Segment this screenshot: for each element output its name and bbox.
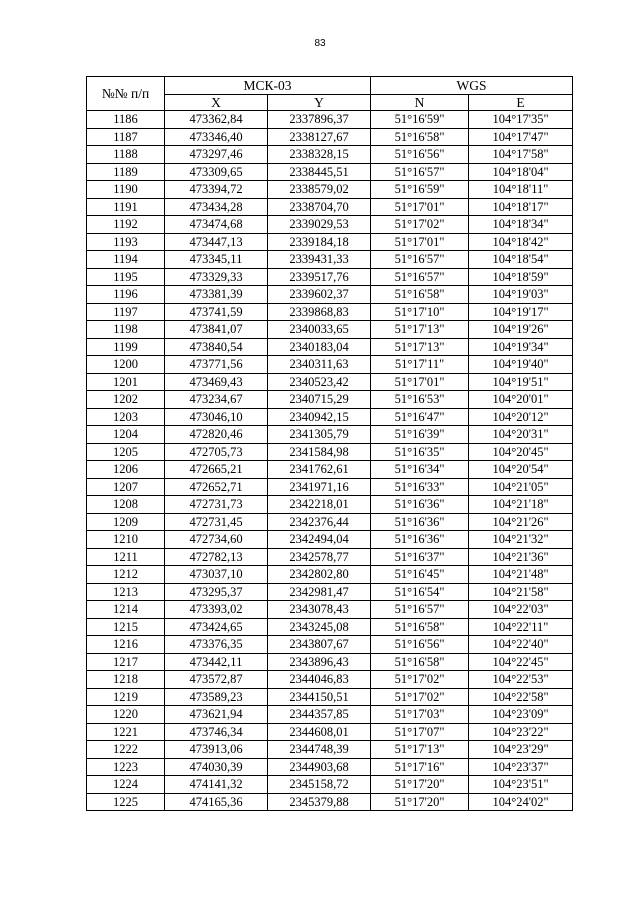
header-n: N bbox=[371, 95, 469, 111]
cell-y: 2339602,37 bbox=[268, 286, 371, 304]
cell-e: 104°18'42" bbox=[469, 233, 573, 251]
cell-y: 2338328,15 bbox=[268, 146, 371, 164]
table-row bbox=[87, 408, 573, 426]
cell-y: 2343245,08 bbox=[268, 618, 371, 636]
table-row bbox=[87, 548, 573, 566]
cell-y: 2342981,47 bbox=[268, 583, 371, 601]
cell-e: 104°19'51" bbox=[469, 373, 573, 391]
table-row bbox=[87, 618, 573, 636]
cell-x: 473234,67 bbox=[165, 391, 268, 409]
cell-y: 2342218,01 bbox=[268, 496, 371, 514]
cell-n: 51°16'56" bbox=[371, 636, 469, 654]
cell-e: 104°21'18" bbox=[469, 496, 573, 514]
cell-number: 1218 bbox=[87, 671, 165, 689]
cell-e: 104°23'51" bbox=[469, 776, 573, 794]
cell-x: 472782,13 bbox=[165, 548, 268, 566]
cell-e: 104°19'17" bbox=[469, 303, 573, 321]
cell-n: 51°16'34" bbox=[371, 461, 469, 479]
cell-number: 1223 bbox=[87, 758, 165, 776]
cell-number: 1207 bbox=[87, 478, 165, 496]
cell-y: 2342376,44 bbox=[268, 513, 371, 531]
cell-y: 2341762,61 bbox=[268, 461, 371, 479]
cell-e: 104°17'47" bbox=[469, 128, 573, 146]
table-row bbox=[87, 111, 573, 129]
cell-number: 1196 bbox=[87, 286, 165, 304]
cell-number: 1203 bbox=[87, 408, 165, 426]
cell-e: 104°23'37" bbox=[469, 758, 573, 776]
cell-e: 104°20'31" bbox=[469, 426, 573, 444]
cell-n: 51°16'58" bbox=[371, 653, 469, 671]
cell-n: 51°16'36" bbox=[371, 531, 469, 549]
cell-x: 473362,84 bbox=[165, 111, 268, 129]
cell-number: 1192 bbox=[87, 216, 165, 234]
cell-y: 2340033,65 bbox=[268, 321, 371, 339]
cell-y: 2338445,51 bbox=[268, 163, 371, 181]
cell-n: 51°17'02" bbox=[371, 671, 469, 689]
cell-y: 2339029,53 bbox=[268, 216, 371, 234]
cell-y: 2337896,37 bbox=[268, 111, 371, 129]
cell-y: 2341584,98 bbox=[268, 443, 371, 461]
cell-x: 473572,87 bbox=[165, 671, 268, 689]
cell-e: 104°22'53" bbox=[469, 671, 573, 689]
cell-n: 51°17'20" bbox=[371, 776, 469, 794]
cell-number: 1211 bbox=[87, 548, 165, 566]
cell-y: 2344748,39 bbox=[268, 741, 371, 759]
cell-e: 104°18'54" bbox=[469, 251, 573, 269]
table-row bbox=[87, 531, 573, 549]
cell-x: 473393,02 bbox=[165, 601, 268, 619]
cell-x: 473771,56 bbox=[165, 356, 268, 374]
cell-x: 474141,32 bbox=[165, 776, 268, 794]
cell-number: 1189 bbox=[87, 163, 165, 181]
cell-number: 1216 bbox=[87, 636, 165, 654]
cell-number: 1225 bbox=[87, 793, 165, 811]
cell-y: 2343896,43 bbox=[268, 653, 371, 671]
table-row bbox=[87, 391, 573, 409]
cell-x: 473381,39 bbox=[165, 286, 268, 304]
cell-e: 104°21'58" bbox=[469, 583, 573, 601]
cell-n: 51°17'02" bbox=[371, 688, 469, 706]
cell-e: 104°23'29" bbox=[469, 741, 573, 759]
cell-number: 1190 bbox=[87, 181, 165, 199]
table-row bbox=[87, 181, 573, 199]
cell-e: 104°20'01" bbox=[469, 391, 573, 409]
cell-y: 2345158,72 bbox=[268, 776, 371, 794]
table-row bbox=[87, 338, 573, 356]
cell-n: 51°17'13" bbox=[371, 741, 469, 759]
header-e: E bbox=[469, 95, 573, 111]
cell-y: 2340523,42 bbox=[268, 373, 371, 391]
cell-number: 1191 bbox=[87, 198, 165, 216]
table-row bbox=[87, 146, 573, 164]
cell-n: 51°16'58" bbox=[371, 618, 469, 636]
cell-e: 104°20'45" bbox=[469, 443, 573, 461]
table-row bbox=[87, 251, 573, 269]
cell-n: 51°16'47" bbox=[371, 408, 469, 426]
cell-y: 2342494,04 bbox=[268, 531, 371, 549]
cell-e: 104°23'22" bbox=[469, 723, 573, 741]
cell-e: 104°18'59" bbox=[469, 268, 573, 286]
table-row bbox=[87, 758, 573, 776]
cell-e: 104°20'12" bbox=[469, 408, 573, 426]
cell-y: 2344046,83 bbox=[268, 671, 371, 689]
cell-y: 2343807,67 bbox=[268, 636, 371, 654]
table-row bbox=[87, 373, 573, 391]
table-row bbox=[87, 653, 573, 671]
header-y: Y bbox=[268, 95, 371, 111]
cell-n: 51°17'13" bbox=[371, 321, 469, 339]
cell-x: 473469,43 bbox=[165, 373, 268, 391]
cell-number: 1213 bbox=[87, 583, 165, 601]
cell-n: 51°16'57" bbox=[371, 601, 469, 619]
cell-y: 2341305,79 bbox=[268, 426, 371, 444]
cell-n: 51°17'13" bbox=[371, 338, 469, 356]
table-header bbox=[87, 77, 573, 111]
cell-number: 1195 bbox=[87, 268, 165, 286]
cell-number: 1219 bbox=[87, 688, 165, 706]
table-row bbox=[87, 793, 573, 811]
header-msk03: МСК-03 bbox=[165, 77, 371, 95]
cell-n: 51°17'01" bbox=[371, 373, 469, 391]
table-row bbox=[87, 478, 573, 496]
cell-x: 472652,71 bbox=[165, 478, 268, 496]
cell-y: 2342578,77 bbox=[268, 548, 371, 566]
table-row bbox=[87, 566, 573, 584]
cell-y: 2340942,15 bbox=[268, 408, 371, 426]
cell-x: 473037,10 bbox=[165, 566, 268, 584]
cell-number: 1217 bbox=[87, 653, 165, 671]
cell-number: 1188 bbox=[87, 146, 165, 164]
cell-y: 2338704,70 bbox=[268, 198, 371, 216]
cell-n: 51°16'59" bbox=[371, 181, 469, 199]
cell-number: 1208 bbox=[87, 496, 165, 514]
cell-number: 1221 bbox=[87, 723, 165, 741]
cell-number: 1186 bbox=[87, 111, 165, 129]
cell-n: 51°16'45" bbox=[371, 566, 469, 584]
table-row bbox=[87, 216, 573, 234]
cell-x: 473346,40 bbox=[165, 128, 268, 146]
cell-n: 51°16'35" bbox=[371, 443, 469, 461]
cell-e: 104°21'26" bbox=[469, 513, 573, 531]
cell-n: 51°16'59" bbox=[371, 111, 469, 129]
table-row bbox=[87, 163, 573, 181]
cell-y: 2344608,01 bbox=[268, 723, 371, 741]
cell-n: 51°16'57" bbox=[371, 251, 469, 269]
cell-x: 473329,33 bbox=[165, 268, 268, 286]
cell-e: 104°18'04" bbox=[469, 163, 573, 181]
cell-n: 51°16'58" bbox=[371, 286, 469, 304]
cell-x: 473424,65 bbox=[165, 618, 268, 636]
cell-number: 1193 bbox=[87, 233, 165, 251]
cell-y: 2340311,63 bbox=[268, 356, 371, 374]
cell-n: 51°16'57" bbox=[371, 268, 469, 286]
cell-e: 104°20'54" bbox=[469, 461, 573, 479]
cell-x: 473434,28 bbox=[165, 198, 268, 216]
cell-e: 104°24'02" bbox=[469, 793, 573, 811]
cell-number: 1199 bbox=[87, 338, 165, 356]
cell-number: 1197 bbox=[87, 303, 165, 321]
table-row bbox=[87, 198, 573, 216]
cell-y: 2339517,76 bbox=[268, 268, 371, 286]
cell-x: 473841,07 bbox=[165, 321, 268, 339]
cell-x: 473447,13 bbox=[165, 233, 268, 251]
cell-e: 104°19'03" bbox=[469, 286, 573, 304]
cell-n: 51°17'20" bbox=[371, 793, 469, 811]
cell-y: 2342802,80 bbox=[268, 566, 371, 584]
cell-number: 1210 bbox=[87, 531, 165, 549]
cell-e: 104°21'32" bbox=[469, 531, 573, 549]
cell-number: 1209 bbox=[87, 513, 165, 531]
cell-n: 51°16'58" bbox=[371, 128, 469, 146]
cell-y: 2344903,68 bbox=[268, 758, 371, 776]
table-row bbox=[87, 233, 573, 251]
table-row bbox=[87, 303, 573, 321]
table-row bbox=[87, 128, 573, 146]
cell-e: 104°21'36" bbox=[469, 548, 573, 566]
table-row bbox=[87, 513, 573, 531]
cell-x: 473376,35 bbox=[165, 636, 268, 654]
cell-x: 473046,10 bbox=[165, 408, 268, 426]
cell-e: 104°17'58" bbox=[469, 146, 573, 164]
cell-n: 51°17'01" bbox=[371, 233, 469, 251]
cell-n: 51°17'07" bbox=[371, 723, 469, 741]
cell-x: 473297,46 bbox=[165, 146, 268, 164]
cell-n: 51°17'03" bbox=[371, 706, 469, 724]
cell-number: 1194 bbox=[87, 251, 165, 269]
cell-x: 473394,72 bbox=[165, 181, 268, 199]
coordinates-table bbox=[86, 76, 573, 811]
table-row bbox=[87, 723, 573, 741]
table-row bbox=[87, 776, 573, 794]
table-row bbox=[87, 426, 573, 444]
cell-e: 104°19'34" bbox=[469, 338, 573, 356]
cell-y: 2344150,51 bbox=[268, 688, 371, 706]
cell-y: 2345379,88 bbox=[268, 793, 371, 811]
cell-e: 104°22'45" bbox=[469, 653, 573, 671]
cell-number: 1187 bbox=[87, 128, 165, 146]
cell-y: 2339431,33 bbox=[268, 251, 371, 269]
cell-n: 51°16'54" bbox=[371, 583, 469, 601]
cell-number: 1220 bbox=[87, 706, 165, 724]
header-wgs: WGS bbox=[371, 77, 573, 95]
cell-number: 1222 bbox=[87, 741, 165, 759]
table-row bbox=[87, 688, 573, 706]
cell-x: 473295,37 bbox=[165, 583, 268, 601]
cell-n: 51°17'02" bbox=[371, 216, 469, 234]
cell-n: 51°16'37" bbox=[371, 548, 469, 566]
table-row bbox=[87, 583, 573, 601]
table-row bbox=[87, 601, 573, 619]
cell-y: 2339868,83 bbox=[268, 303, 371, 321]
cell-n: 51°17'16" bbox=[371, 758, 469, 776]
table-row bbox=[87, 741, 573, 759]
cell-e: 104°22'11" bbox=[469, 618, 573, 636]
cell-e: 104°22'40" bbox=[469, 636, 573, 654]
cell-number: 1201 bbox=[87, 373, 165, 391]
cell-x: 472665,21 bbox=[165, 461, 268, 479]
cell-x: 473345,11 bbox=[165, 251, 268, 269]
cell-n: 51°16'33" bbox=[371, 478, 469, 496]
cell-x: 474165,36 bbox=[165, 793, 268, 811]
table-row bbox=[87, 321, 573, 339]
cell-x: 473840,54 bbox=[165, 338, 268, 356]
cell-y: 2340183,04 bbox=[268, 338, 371, 356]
table-row bbox=[87, 671, 573, 689]
cell-number: 1212 bbox=[87, 566, 165, 584]
table-row bbox=[87, 636, 573, 654]
table-row bbox=[87, 496, 573, 514]
cell-x: 473589,23 bbox=[165, 688, 268, 706]
cell-e: 104°18'17" bbox=[469, 198, 573, 216]
page-number: 83 bbox=[314, 38, 326, 49]
cell-number: 1224 bbox=[87, 776, 165, 794]
table-row bbox=[87, 286, 573, 304]
cell-n: 51°16'57" bbox=[371, 163, 469, 181]
cell-number: 1204 bbox=[87, 426, 165, 444]
cell-x: 472705,73 bbox=[165, 443, 268, 461]
cell-n: 51°17'01" bbox=[371, 198, 469, 216]
cell-number: 1202 bbox=[87, 391, 165, 409]
cell-x: 472820,46 bbox=[165, 426, 268, 444]
header-row-group bbox=[87, 77, 573, 95]
table-row bbox=[87, 461, 573, 479]
header-x: X bbox=[165, 95, 268, 111]
cell-x: 473474,68 bbox=[165, 216, 268, 234]
cell-e: 104°18'11" bbox=[469, 181, 573, 199]
cell-e: 104°19'26" bbox=[469, 321, 573, 339]
cell-x: 473913,06 bbox=[165, 741, 268, 759]
cell-x: 472731,73 bbox=[165, 496, 268, 514]
cell-n: 51°16'36" bbox=[371, 496, 469, 514]
table-row bbox=[87, 443, 573, 461]
cell-number: 1215 bbox=[87, 618, 165, 636]
cell-e: 104°22'58" bbox=[469, 688, 573, 706]
cell-x: 472734,60 bbox=[165, 531, 268, 549]
cell-x: 473746,34 bbox=[165, 723, 268, 741]
table-body bbox=[87, 111, 573, 811]
cell-e: 104°19'40" bbox=[469, 356, 573, 374]
table-row bbox=[87, 706, 573, 724]
cell-e: 104°21'48" bbox=[469, 566, 573, 584]
cell-n: 51°16'36" bbox=[371, 513, 469, 531]
cell-number: 1206 bbox=[87, 461, 165, 479]
cell-y: 2341971,16 bbox=[268, 478, 371, 496]
cell-e: 104°18'34" bbox=[469, 216, 573, 234]
cell-x: 473309,65 bbox=[165, 163, 268, 181]
cell-e: 104°21'05" bbox=[469, 478, 573, 496]
table-row bbox=[87, 356, 573, 374]
cell-y: 2339184,18 bbox=[268, 233, 371, 251]
cell-x: 474030,39 bbox=[165, 758, 268, 776]
cell-x: 472731,45 bbox=[165, 513, 268, 531]
cell-n: 51°16'39" bbox=[371, 426, 469, 444]
cell-number: 1200 bbox=[87, 356, 165, 374]
cell-e: 104°22'03" bbox=[469, 601, 573, 619]
cell-y: 2338127,67 bbox=[268, 128, 371, 146]
cell-y: 2338579,02 bbox=[268, 181, 371, 199]
cell-number: 1198 bbox=[87, 321, 165, 339]
header-num: №№ п/п bbox=[87, 77, 165, 111]
table-row bbox=[87, 268, 573, 286]
cell-y: 2343078,43 bbox=[268, 601, 371, 619]
cell-number: 1214 bbox=[87, 601, 165, 619]
cell-e: 104°23'09" bbox=[469, 706, 573, 724]
cell-number: 1205 bbox=[87, 443, 165, 461]
cell-e: 104°17'35" bbox=[469, 111, 573, 129]
cell-y: 2344357,85 bbox=[268, 706, 371, 724]
cell-x: 473442,11 bbox=[165, 653, 268, 671]
cell-x: 473741,59 bbox=[165, 303, 268, 321]
cell-y: 2340715,29 bbox=[268, 391, 371, 409]
cell-n: 51°17'10" bbox=[371, 303, 469, 321]
cell-n: 51°17'11" bbox=[371, 356, 469, 374]
cell-n: 51°16'56" bbox=[371, 146, 469, 164]
cell-n: 51°16'53" bbox=[371, 391, 469, 409]
cell-x: 473621,94 bbox=[165, 706, 268, 724]
